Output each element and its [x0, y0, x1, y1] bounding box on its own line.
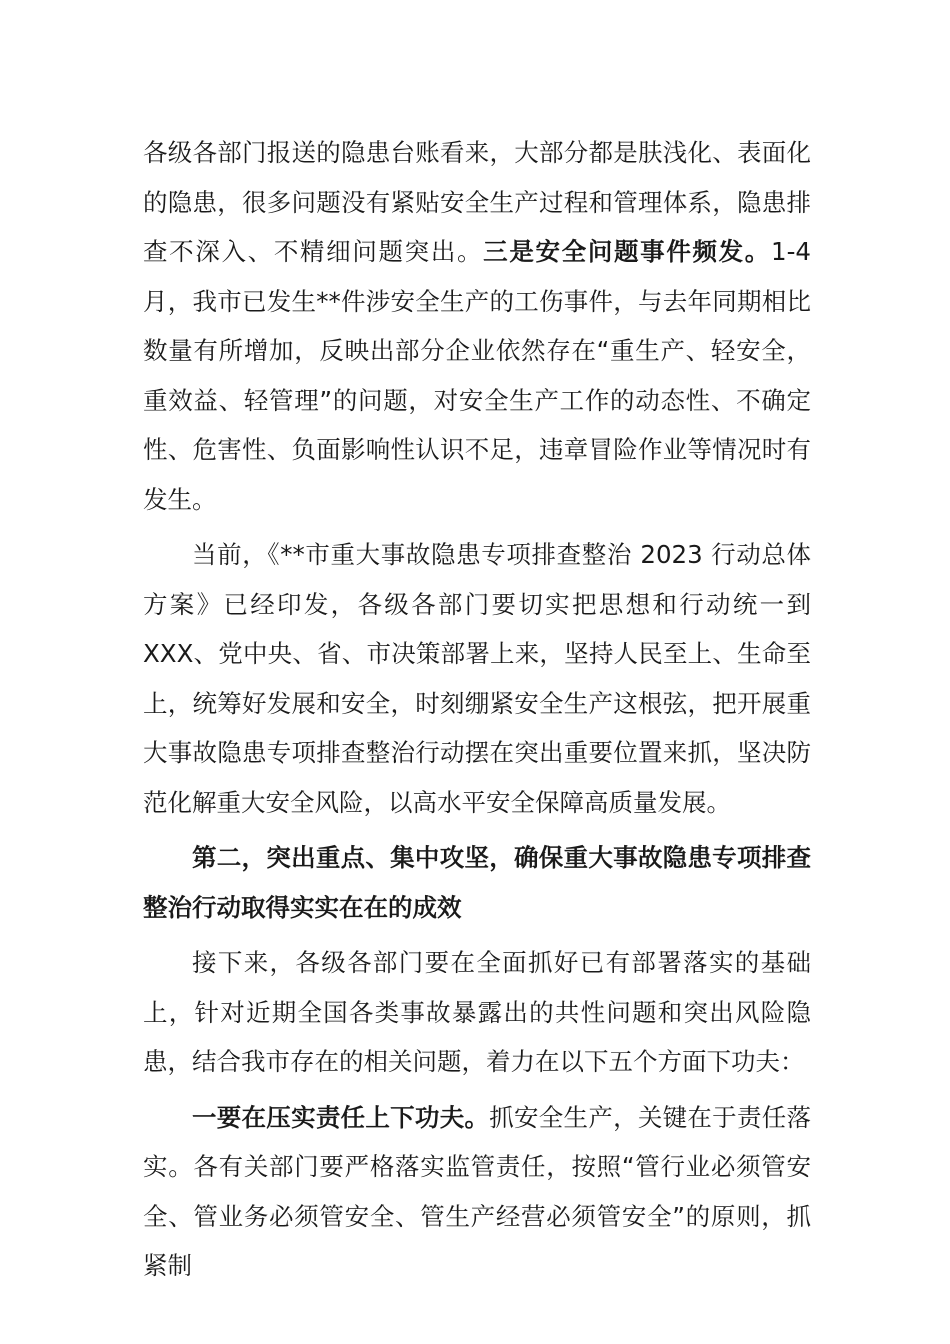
paragraph-text: 各级各部门报送的隐患台账看来，大部分都是肤浅化、表面化的隐患，很多问题没有紧贴安全生产过程和管理体系，隐患排查不深入、不精细问题突出。 [143, 138, 811, 266]
section-heading: 第二，突出重点、集中攻坚，确保重大事故隐患专项排查整治行动取得实实在在的成效 [143, 843, 811, 922]
paragraph-safety-issues [143, 128, 811, 524]
document-body [143, 128, 811, 1291]
bold-subheading: 一要在压实责任上下功夫。 [192, 1102, 490, 1132]
paragraph-text: 抓安全生产，关键在于责任落实。各有关部门要严格落实监管责任，按照“管行业必须管安全、管业务必须管安全、管生产经营必须管安全”的原则，抓紧制 [143, 1102, 811, 1280]
paragraph-responsibility [143, 1093, 811, 1291]
paragraph-text: 1-4月，我市已发生**件涉安全生产的工伤事件，与去年同期相比数量有所增加，反映出部分企业依然存在“重生产、轻安全，重效益、轻管理”的问题，对安全生产工作的动态性、不确定性、危害性、负面影响性认识不足，违章冒险作业等情况时有发生。 [143, 237, 812, 514]
paragraph-next-steps: 接下来，各级各部门要在全面抓好已有部署落实的基础上，针对近期全国各类事故暴露出的共性问题和突出风险隐患，结合我市存在的相关问题，着力在以下五个方面下功夫： [143, 948, 811, 1076]
paragraph-current-plan: 当前，《**市重大事故隐患专项排查整治 2023 行动总体方案》已经印发，各级各部门要切实把思想和行动统一到 XXX、党中央、省、市决策部署上来，坚持人民至上、生命至上，统筹好发展和安全，时刻绷紧安全生产这根弦，把开展重大事故隐患专项排查整治行动摆在突出重要位置来抓，坚决防范化解重大安全风险，以高水平安全保障高质量发展。 [143, 540, 811, 817]
bold-subheading: 三是安全问题事件频发。 [483, 237, 771, 266]
